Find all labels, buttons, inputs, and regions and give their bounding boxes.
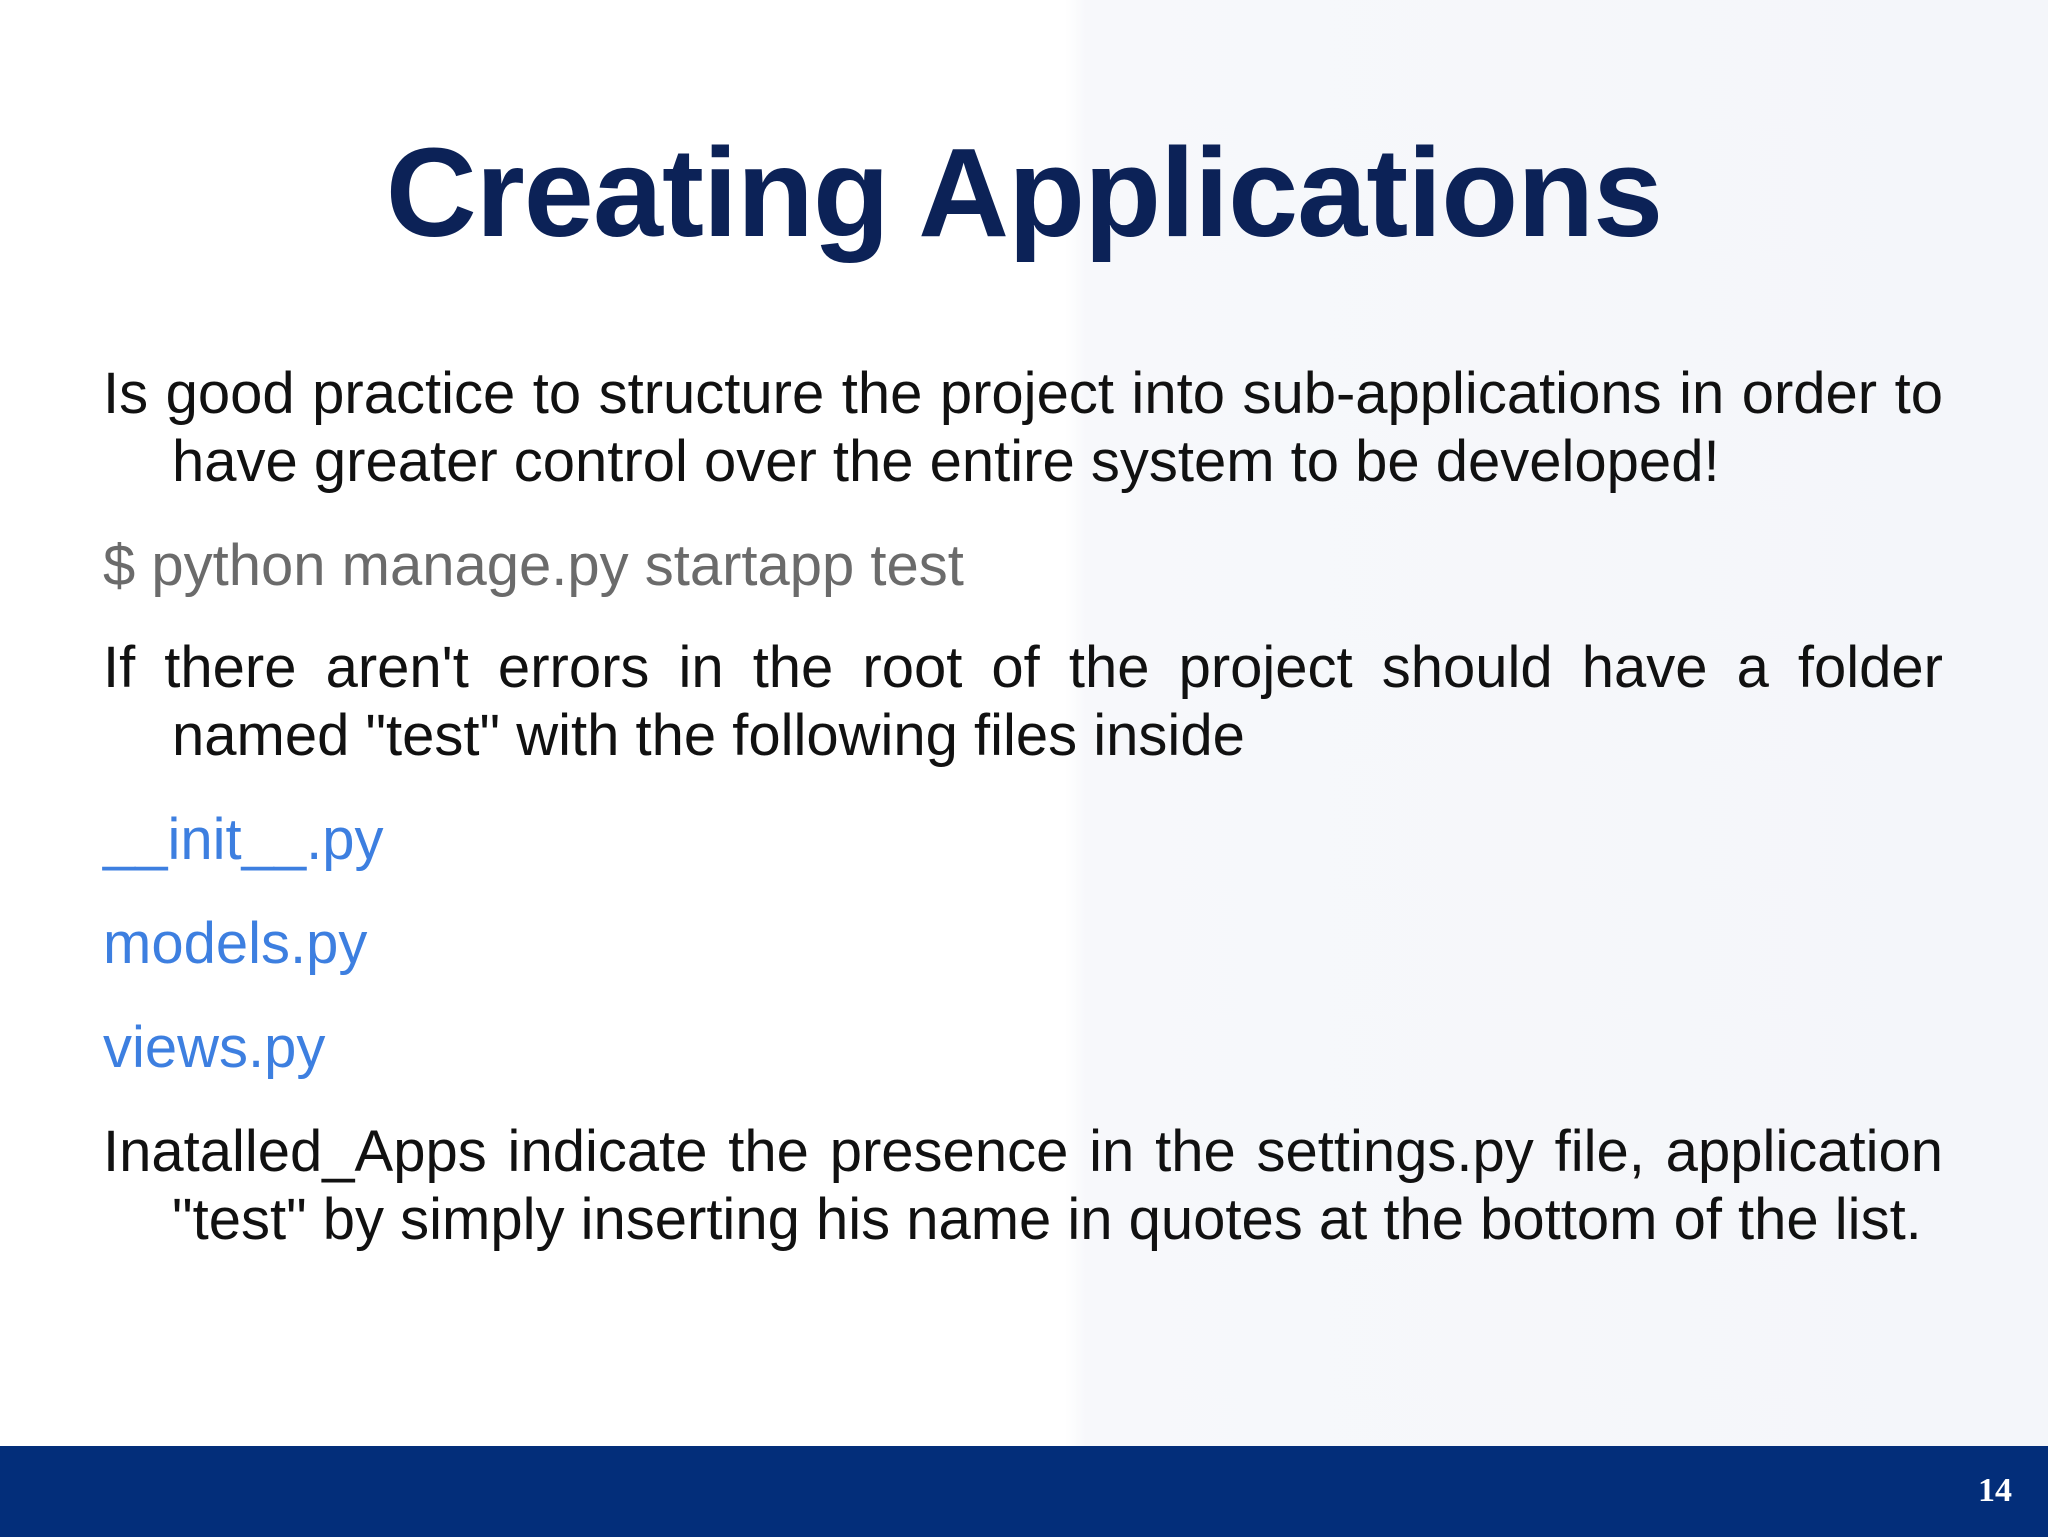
- result-paragraph: If there aren't errors in the root of the project should have a folder named "test" with the following files inside: [103, 635, 1943, 768]
- file-item-views: views.py: [103, 1015, 326, 1080]
- installed-apps-paragraph: Inatalled_Apps indicate the presence in the settings.py file, application "test" by simply inserting his name in quotes at the bottom of the list.: [103, 1119, 1943, 1252]
- file-item-init: __init__.py: [103, 807, 384, 872]
- slide-title: Creating Applications: [385, 122, 1663, 263]
- page-number: 14: [1978, 1472, 2012, 1509]
- footer-bar: [0, 1446, 2048, 1537]
- file-item-models: models.py: [103, 911, 368, 976]
- slide-body: [103, 360, 1943, 1254]
- startapp-command: $ python manage.py startapp test: [103, 533, 964, 598]
- intro-paragraph: Is good practice to structure the project into sub-applications in order to have greater control over the entire system to be developed!: [103, 361, 1943, 494]
